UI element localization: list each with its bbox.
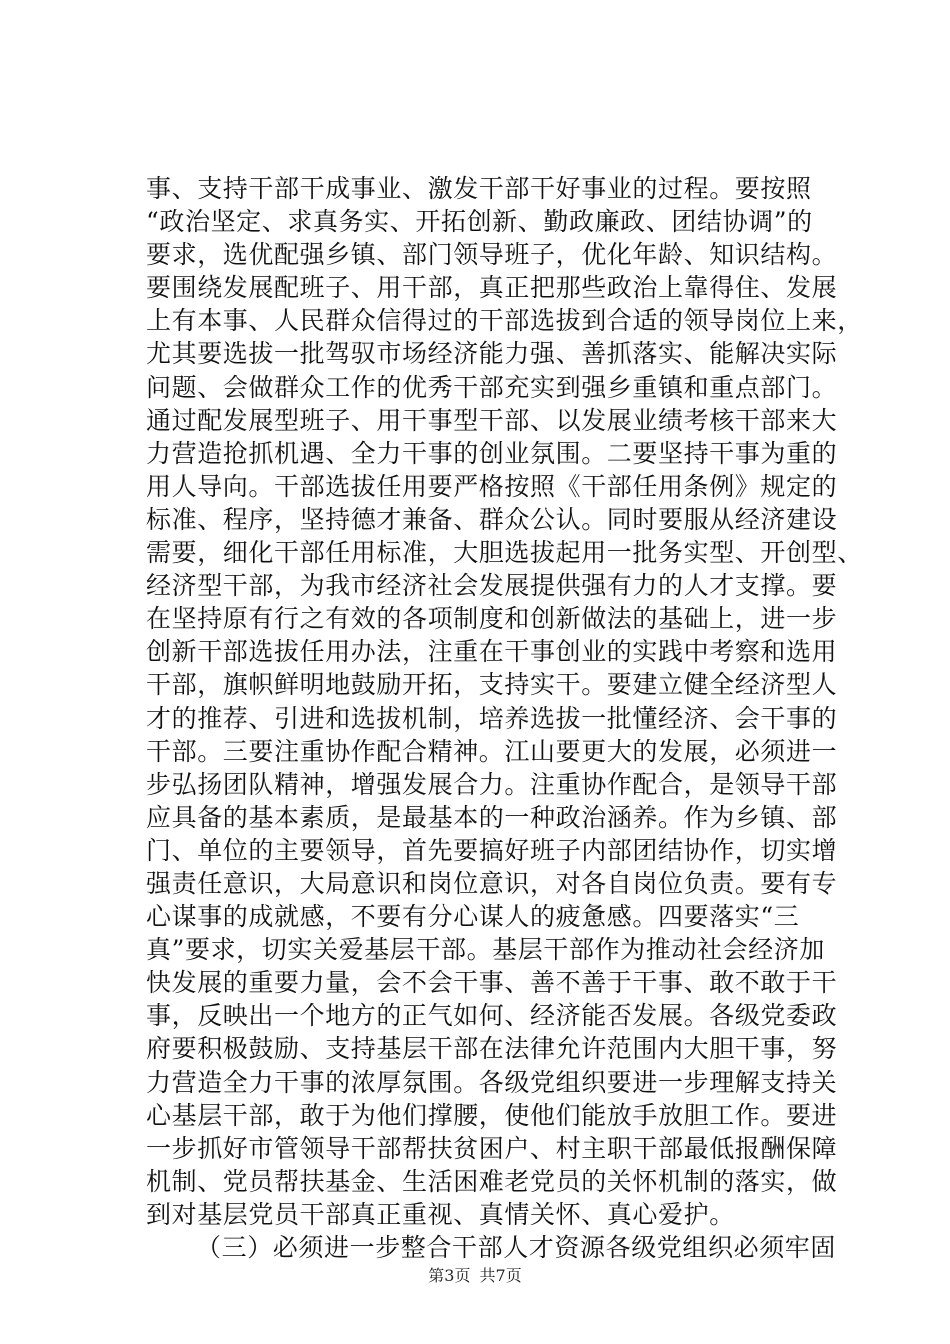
text-line: “政治坚定、求真务实、开拓创新、勤政廉政、团结协调”的	[146, 207, 813, 237]
body-text	[146, 172, 863, 1264]
text-line: 问题、会做群众工作的优秀干部充实到强乡重镇和重点部门。	[146, 372, 838, 402]
text-line: 事，反映出一个地方的正气如何、经济能否发展。各级党委政	[146, 1001, 838, 1031]
text-line: 才的推荐、引进和选拔机制，培养选拔一批懂经济、会干事的	[146, 703, 838, 733]
page-total: 共7页	[479, 1266, 522, 1285]
text-line: 事、支持干部干成事业、激发干部干好事业的过程。要按照	[146, 174, 812, 203]
page-footer	[0, 1266, 950, 1286]
text-line: 尤其要选拔一批驾驭市场经济能力强、善抓落实、能解决实际	[146, 339, 838, 369]
text-line: 府要积极鼓励、支持基层干部在法律允许范围内大胆干事，努	[146, 1034, 838, 1064]
text-line: 干部。三要注重协作配合精神。江山要更大的发展，必须进一	[146, 736, 838, 766]
text-line: 用人导向。干部选拔任用要严格按照《干部任用条例》规定的	[146, 471, 838, 501]
text-line: 创新干部选拔任用办法，注重在干事创业的实践中考察和选用	[146, 637, 838, 667]
text-line: 心基层干部，敢于为他们撑腰，使他们能放手放胆工作。要进	[146, 1100, 838, 1130]
text-line: 到对基层党员干部真正重视、真情关怀、真心爱护。	[146, 1199, 735, 1229]
text-line: 经济型干部，为我市经济社会发展提供强有力的人才支撑。要	[146, 571, 838, 601]
text-line: 心谋事的成就感，不要有分心谋人的疲惫感。四要落实“三	[146, 902, 800, 932]
text-line: 真”要求，切实关爱基层干部。基层干部作为推动社会经济加	[146, 935, 825, 965]
text-line: 干部，旗帜鲜明地鼓励开拓，支持实干。要建立健全经济型人	[146, 670, 838, 700]
text-line: 机制、党员帮扶基金、生活困难老党员的关怀机制的落实，做	[146, 1166, 838, 1196]
text-line: 步弘扬团队精神，增强发展合力。注重协作配合，是领导干部	[146, 769, 838, 799]
section-heading-line: （三）必须进一步整合干部人才资源各级党组织必须牢固	[196, 1233, 837, 1262]
text-line: 力营造全力干事的浓厚氛围。各级党组织要进一步理解支持关	[146, 1067, 838, 1097]
text-line: 要围绕发展配班子、用干部，真正把那些政治上靠得住、发展	[146, 273, 838, 303]
text-line: 要求，选优配强乡镇、部门领导班子，优化年龄、知识结构。	[146, 240, 838, 270]
text-line: 强责任意识，大局意识和岗位意识，对各自岗位负责。要有专	[146, 868, 838, 898]
text-line: 上有本事、人民群众信得过的干部选拔到合适的领导岗位上来，	[146, 306, 863, 336]
text-line: 通过配发展型班子、用干事型干部、以发展业绩考核干部来大	[146, 405, 838, 435]
text-line: 在坚持原有行之有效的各项制度和创新做法的基础上，进一步	[146, 604, 838, 634]
text-line: 力营造抢抓机遇、全力干事的创业氛围。二要坚持干事为重的	[146, 438, 838, 468]
text-line: 标准、程序，坚持德才兼备、群众公认。同时要服从经济建设	[146, 504, 838, 534]
text-line: 一步抓好市管领导干部帮扶贫困户、村主职干部最低报酬保障	[146, 1133, 838, 1163]
text-line: 快发展的重要力量，会不会干事、善不善于干事、敢不敢于干	[146, 968, 838, 998]
text-line: 应具备的基本素质，是最基本的一种政治涵养。作为乡镇、部	[146, 802, 838, 832]
text-line: 需要，细化干部任用标准，大胆选拔起用一批务实型、开创型、	[146, 538, 863, 568]
text-line: 门、单位的主要领导，首先要搞好班子内部团结协作，切实增	[146, 835, 838, 865]
page-number: 第3页	[428, 1266, 471, 1285]
